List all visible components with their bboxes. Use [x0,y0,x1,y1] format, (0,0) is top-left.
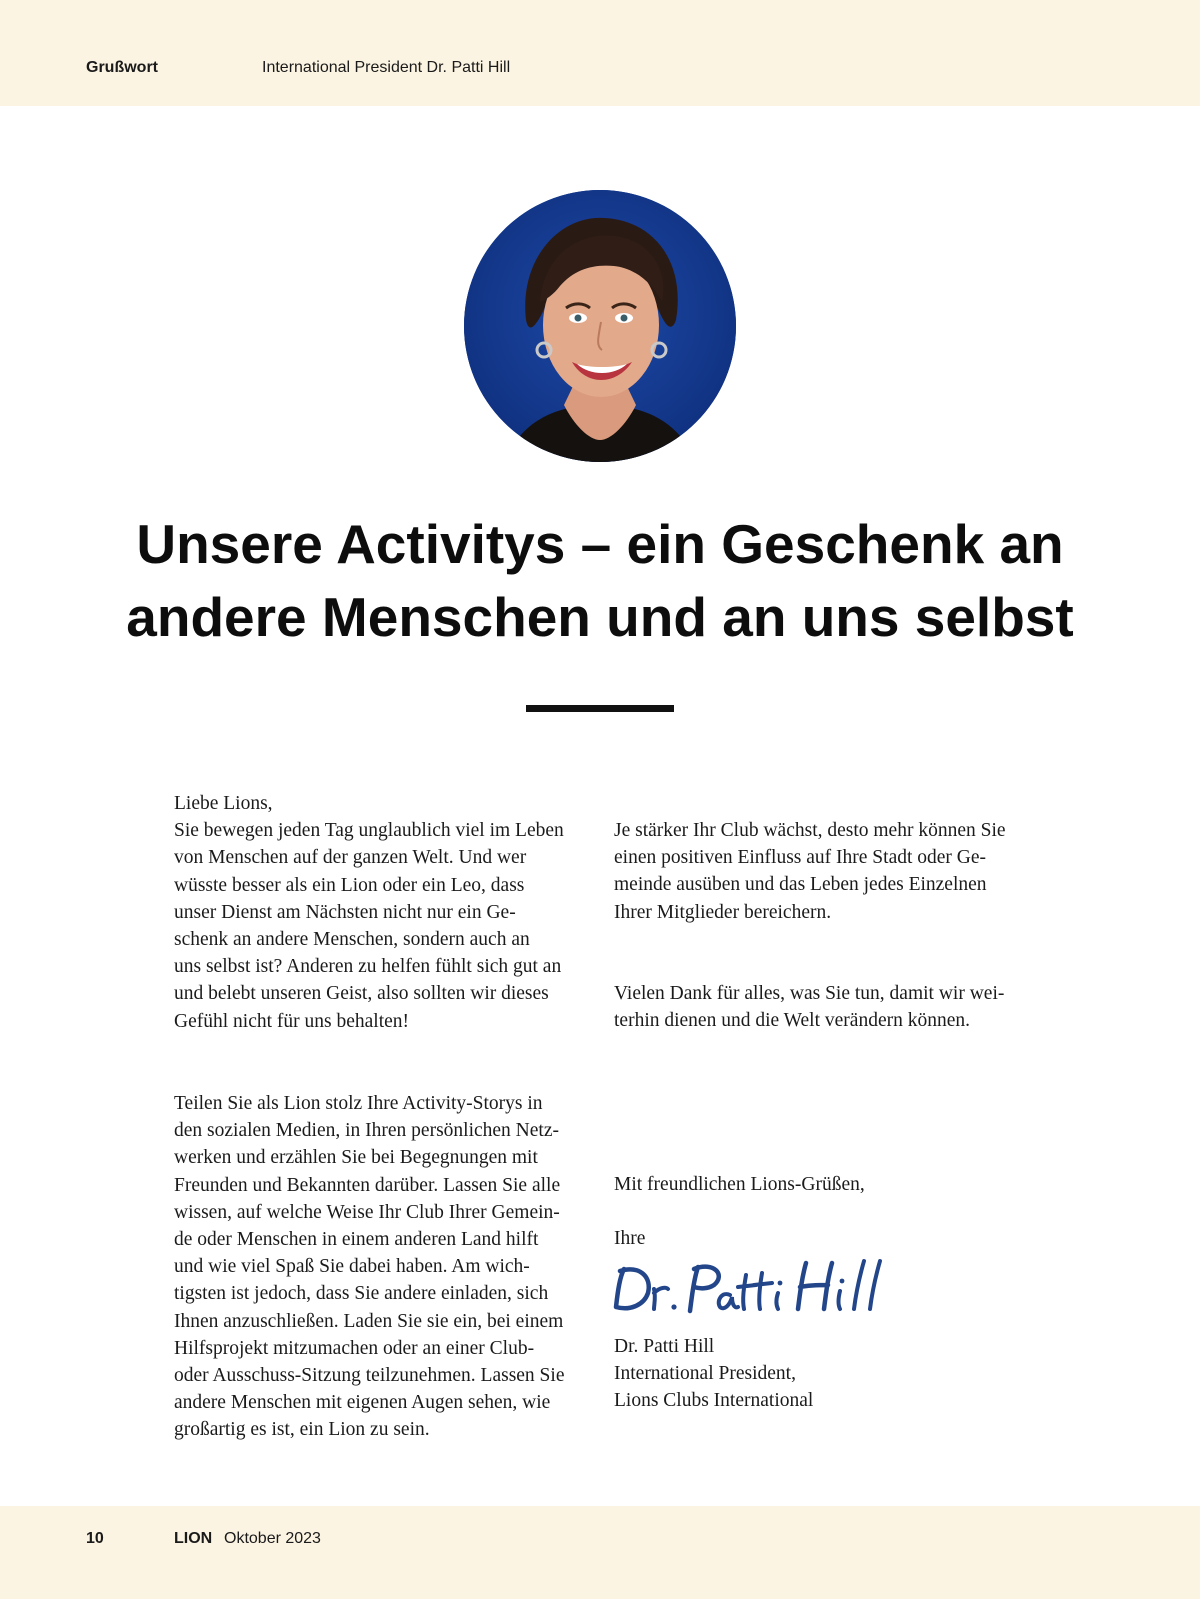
header-subtitle: International President Dr. Patti Hill [262,59,511,76]
signature-stroke [690,1267,719,1311]
headline-divider [526,705,674,712]
signature-dot [671,1304,676,1309]
signature-stroke [754,1273,772,1309]
text-line: terhin dienen und die Welt verändern können. [614,1010,970,1032]
signature-stroke [777,1293,779,1309]
body-left-block-2 [174,1090,594,1444]
signature-dot [778,1281,783,1286]
signature-dot [840,1279,845,1284]
text-line: wissen, auf welche Weise Ihr Club Ihrer Gemein- [174,1201,560,1223]
text-line: Sie bewegen jeden Tag unglaublich viel im Leben [174,820,564,842]
text-line: Vielen Dank für alles, was Sie tun, damit wir wei- [614,983,1005,1004]
footer-band [0,1506,1200,1599]
magazine-name: LION [174,1530,213,1547]
text-line: unser Dienst am Nächsten nicht nur ein Ge- [174,901,516,923]
text-line: uns selbst ist? Anderen zu helfen fühlt sich gut an [174,956,562,978]
signoff-title: International President, [614,1363,796,1385]
body-left-block-1 [174,790,594,1035]
headline [60,508,1140,654]
text-line: wüsste besser als ein Lion oder ein Leo, dass [174,874,525,896]
text-line: oder Ausschuss-Sitzung teilzunehmen. Lassen Sie [174,1365,565,1387]
text-line: einen positiven Einfluss auf Ihre Stadt oder Ge- [614,847,987,869]
signature-stroke [839,1291,841,1309]
text-line: von Menschen auf der ganzen Welt. Und wer [174,847,527,869]
text-line: Je stärker Ihr Club wächst, desto mehr können Sie [614,820,1006,841]
signature-stroke [738,1275,756,1309]
text-line: und belebt unseren Geist, also sollten wir dieses [174,983,549,1005]
text-line: tigsten ist jedoch, dass Sie andere einladen, sich [174,1283,549,1305]
portrait-illustration [464,190,736,462]
signoff-organization: Lions Clubs International [614,1390,814,1412]
text-line: Liebe Lions, [174,793,273,814]
signature-stroke [798,1263,832,1309]
page-number: 10 [86,1530,104,1547]
text-line: Gefühl nicht für uns behalten! [174,1010,410,1032]
signature-stroke [719,1294,738,1308]
text-line: meinde ausüben und das Leben jedes Einzelnen [614,874,987,896]
signature-stroke [654,1288,668,1309]
signoff-block [614,1333,1034,1415]
text-line: Freunden und Bekannten darüber. Lassen Sie alle [174,1174,561,1196]
section-label: Grußwort [86,59,158,76]
headline-line: Unsere Activitys – ein Geschenk an [136,513,1064,575]
text-line: Teilen Sie als Lion stolz Ihre Activity-Storys in [174,1093,543,1114]
issue-date: Oktober 2023 [224,1530,321,1547]
text-line: andere Menschen mit eigenen Augen sehen, wie [174,1392,551,1414]
text-line: Ihnen anzuschließen. Laden Sie sie ein, bei einem [174,1310,564,1332]
closing-text: Mit freundlichen Lions-Grüßen, [614,1174,865,1195]
body-right-block-1 [614,817,1034,926]
signoff-name: Dr. Patti Hill [614,1336,715,1357]
body-right-block-2 [614,980,1034,1034]
closing-line [614,1171,1034,1198]
portrait-photo [464,190,736,462]
text-line: werken und erzählen Sie bei Begegnungen mit [174,1147,538,1169]
handwritten-signature [610,1255,890,1325]
salutation-line [614,1225,1034,1252]
headline-line: andere Menschen und an uns selbst [126,586,1074,648]
text-line: und wie viel Spaß Sie dabei haben. Am wich- [174,1256,530,1278]
salutation-text: Ihre [614,1228,646,1249]
text-line: de oder Menschen in einem anderen Land hilft [174,1229,539,1251]
text-line: Hilfsprojekt mitzumachen oder an einer Club- [174,1337,535,1359]
text-line: den sozialen Medien, in Ihren persönlichen Netz- [174,1120,559,1142]
text-line: schenk an andere Menschen, sondern auch an [174,929,530,951]
signature-stroke [854,1261,880,1309]
text-line: Ihrer Mitglieder bereichern. [614,901,832,923]
text-line: großartig es ist, ein Lion zu sein. [174,1419,430,1441]
header-band [0,0,1200,106]
signature-stroke [616,1269,649,1308]
